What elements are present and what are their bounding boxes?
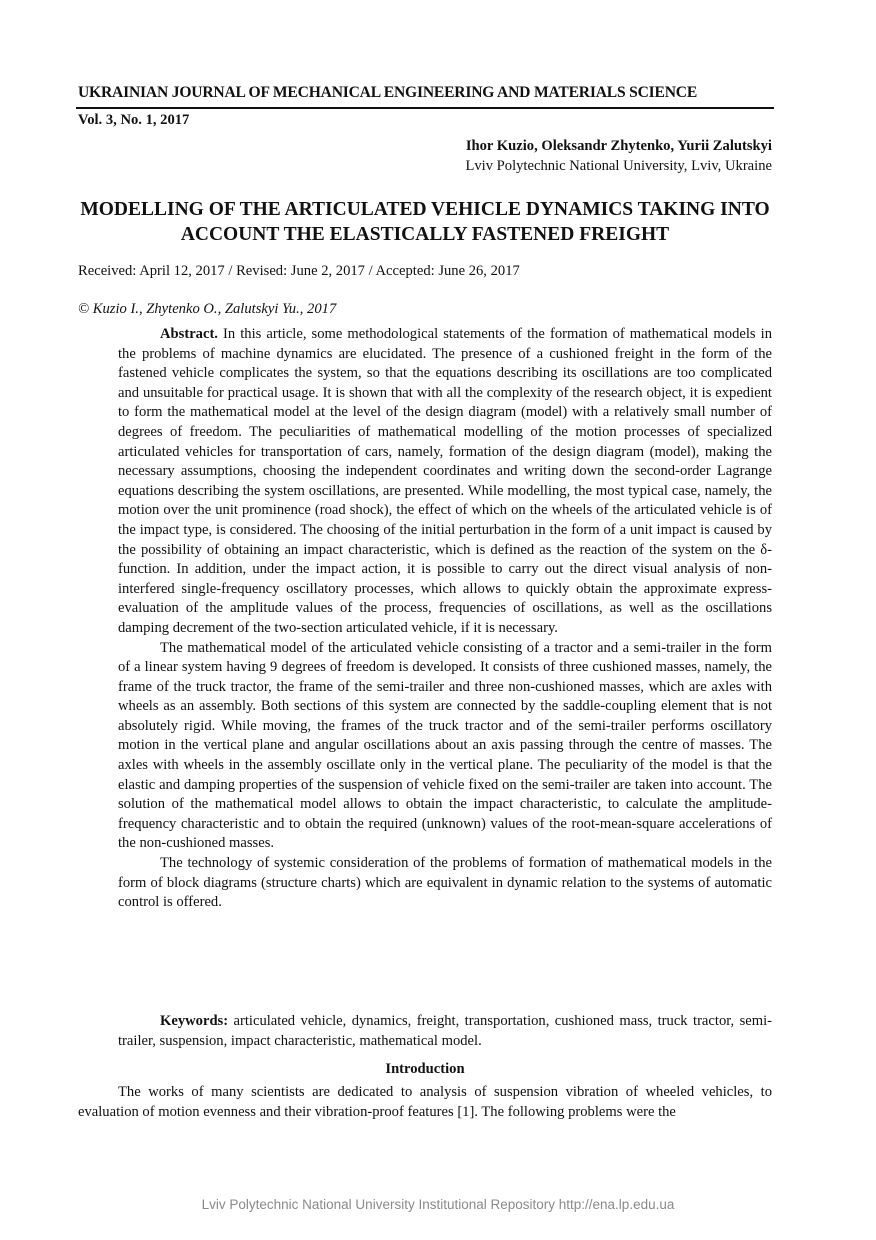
abstract-paragraph: The mathematical model of the articulated vehicle consisting of a tractor and a semi-trailer in the form of a linear system having 9 degrees of freedom is developed. It consists of three cushioned masses, namely, the frame of the truck tractor, the frame of the semi-trailer and three non-cushioned masses, which are axles with wheels as an assembly. Both sections of this system are connected by the saddle-coupling element that is not absolutely rigid. While moving, the frames of the truck tractor and of the semi-trailer performs oscillatory motion in the vertical plane and angular oscillations about an axis passing through the centre of masses. The axles with wheels in the assembly oscillate only in the vertical plane. The peculiarity of the model is that the elastic and damping properties of the suspension of vehicle fixed on the semi-trailer are taken into account. The solution of the mathematical model allows to obtain the impact characteristic, to calculate the amplitude-frequency characteristic and to obtain the required (unknown) values of the root-mean-square accelerations of the non-cushioned masses. [118, 639, 772, 852]
abstract-text: In this article, some methodological statements of the formation of mathematical models in the problems of machine dynamics are elucidated. The presence of a cushioned freight in the form of the fastened vehicle complicates the system, so that the equations describing its oscillations are too complicated and unsuitable for practical usage. It is shown that with all the complexity of the research object, it is expedient to form the mathematical model at the level of the design diagram (model) with a relatively small number of degrees of freedom. The peculiarities of mathematical modelling of the motion processes of specialized articulated vehicles for transportation of cars, namely, formation of the design diagram (model), making the necessary assumptions, choosing the independent coordinates and writing down the second-order Lagrange equations describing the system oscillations, are presented. While modelling, the most typical case, namely, the motion over the unit prominence (road shock), the effect of which on the wheels of the articulated vehicle is of the impact type, is considered. The choosing of the initial perturbation in the form of a unit impact is caused by the possibility of obtaining an impact characteristic, which is defined as the reaction of the system on the δ-function. In addition, under the impact action, it is possible to carry out the direct visual analysis of non-interfered single-frequency oscillatory processes, which allows to quickly obtain the approximate express-evaluation of the amplitude values of the process, frequencies of oscillations, as well as the oscillations damping decrement of the two-section articulated vehicle, if it is necessary. [118, 326, 772, 636]
keywords-label: Keywords: [160, 1013, 229, 1029]
submission-dates: Received: April 12, 2017 / Revised: June 2, 2017 / Accepted: June 26, 2017 [78, 263, 520, 279]
section-heading-introduction: Introduction [385, 1061, 465, 1077]
authors: Ihor Kuzio, Oleksandr Zhytenko, Yurii Zalutskyi [465, 138, 772, 154]
abstract-paragraph [118, 325, 772, 639]
paper-title: MODELLING OF THE ARTICULATED VEHICLE DYNAMICS TAKING INTO ACCOUNT THE ELASTICALLY FASTENED FREIGHT [80, 199, 770, 245]
header-divider [76, 107, 774, 109]
copyright: © Kuzio I., Zhytenko O., Zalutskyi Yu., 2017 [78, 301, 337, 317]
abstract-paragraph: The technology of systemic consideration of the problems of formation of mathematical models in the form of block diagrams (structure charts) which are equivalent in dynamic relation to the systems of automatic control is offered. [118, 855, 772, 911]
journal-name: UKRAINIAN JOURNAL OF MECHANICAL ENGINEERING AND MATERIALS SCIENCE [78, 84, 698, 101]
abstract [118, 325, 772, 913]
affiliation: Lviv Polytechnic National University, Lviv, Ukraine [465, 158, 772, 174]
keywords [118, 1012, 772, 1051]
abstract-label: Abstract. [160, 326, 218, 342]
introduction-text: The works of many scientists are dedicated to analysis of suspension vibration of wheeled vehicles, to evaluation of motion evenness and their vibration-proof features [1]. The following problems were the [78, 1084, 772, 1120]
repository-footer: Lviv Polytechnic National University Institutional Repository http://ena.lp.edu.ua [201, 1197, 675, 1212]
volume-info: Vol. 3, No. 1, 2017 [78, 112, 190, 128]
keywords-text: articulated vehicle, dynamics, freight, transportation, cushioned mass, truck tractor, semi-trailer, suspension, impact characteristic, mathematical model. [118, 1013, 772, 1049]
